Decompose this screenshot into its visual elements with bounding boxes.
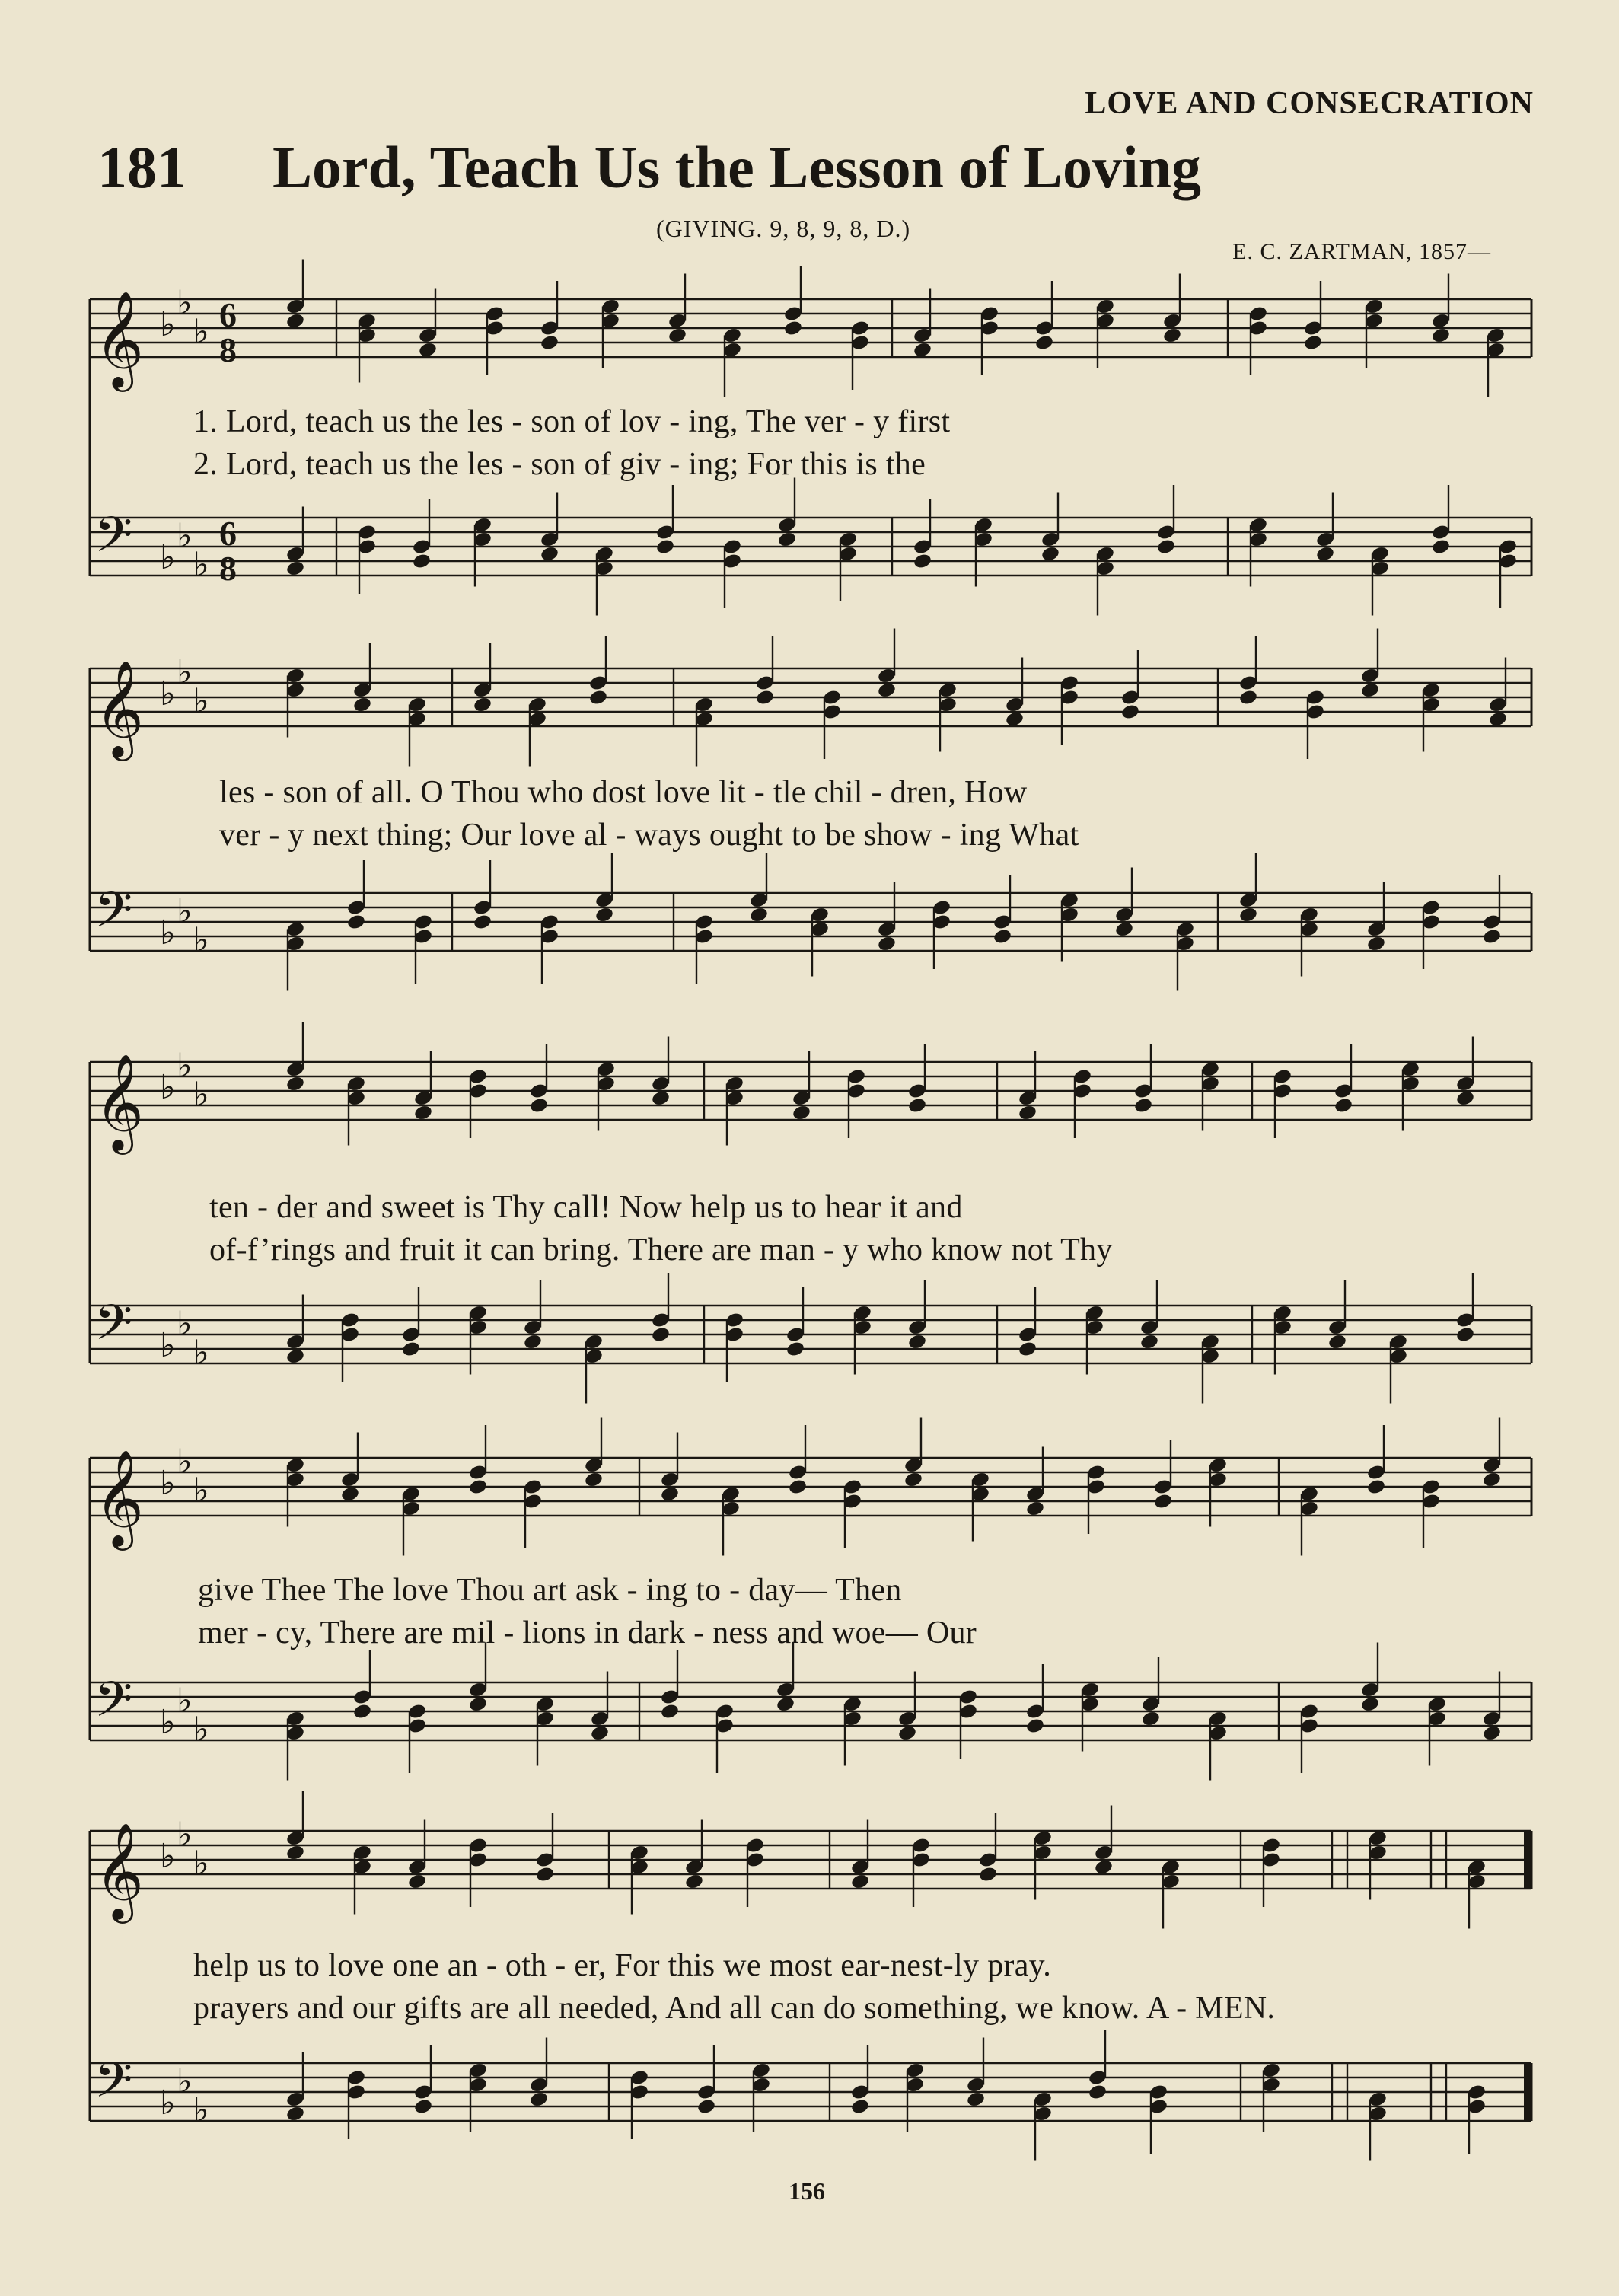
note-head — [285, 1075, 305, 1092]
note-head — [1366, 1478, 1386, 1496]
note-head — [1114, 920, 1134, 938]
note-head — [913, 553, 932, 570]
treble-clef: 𝄞 — [94, 659, 145, 757]
note-head — [1141, 1710, 1161, 1727]
note-head — [1088, 2084, 1107, 2101]
note-head — [907, 1097, 927, 1115]
time-signature-bottom: 8 — [219, 330, 237, 369]
note-head — [352, 696, 372, 713]
note-head — [755, 689, 775, 706]
note-head — [1018, 1341, 1037, 1358]
note-head — [540, 545, 559, 563]
note-head — [418, 341, 438, 359]
treble-clef: 𝄞 — [94, 1822, 145, 1919]
note-head — [660, 1485, 680, 1503]
note-head — [1025, 1500, 1045, 1517]
flat-sign: ♭ — [177, 1681, 193, 1720]
note-head — [1041, 545, 1060, 563]
bass-clef: 𝄢 — [94, 507, 133, 576]
note-head — [407, 1873, 427, 1890]
note-head — [1025, 1717, 1045, 1735]
note-head — [1360, 1695, 1380, 1713]
note-head — [285, 1844, 305, 1861]
lyric-line-2-verse-1: les - son of all. O Thou who dost love lit - tle chil - dren, How — [219, 775, 1028, 810]
bass-clef: 𝄢 — [94, 2052, 133, 2121]
treble-clef: 𝄞 — [94, 1053, 145, 1150]
note-head — [904, 1471, 923, 1488]
bass-clef: 𝄢 — [94, 1672, 133, 1740]
flat-sign: ♭ — [160, 538, 176, 577]
note-head — [1482, 1471, 1502, 1488]
flat-sign: ♭ — [160, 2084, 176, 2122]
note-head — [1018, 1104, 1037, 1121]
note-head — [897, 1724, 917, 1742]
note-head — [655, 538, 675, 556]
note-head — [285, 560, 305, 577]
note-head — [523, 1333, 543, 1350]
note-head — [1156, 538, 1176, 556]
flat-sign: ♭ — [160, 305, 176, 344]
note-head — [792, 1104, 811, 1121]
lyric-line-1-verse-1: 1. Lord, teach us the les - son of lov - ing, The ver - y first — [193, 404, 951, 439]
treble-clef: 𝄞 — [94, 1449, 145, 1546]
flat-sign: ♭ — [160, 1068, 176, 1107]
flat-sign: ♭ — [193, 1471, 209, 1510]
lyric-line-5-verse-1: help us to love one an - oth - er, For this we most ear-nest-ly pray. — [193, 1948, 1052, 1983]
note-head — [777, 531, 797, 548]
note-head — [285, 1347, 305, 1365]
flat-sign: ♭ — [177, 1442, 193, 1481]
flat-sign: ♭ — [160, 1326, 176, 1365]
flat-sign: ♭ — [193, 1075, 209, 1115]
note-head — [660, 1703, 680, 1720]
note-head — [412, 553, 432, 570]
note-head — [877, 935, 897, 952]
hymn-number: 181 — [97, 134, 186, 200]
lyric-line-3-verse-1: ten - der and sweet is Thy call! Now help us to hear it and — [209, 1190, 963, 1225]
note-head — [588, 689, 608, 706]
flat-sign: ♭ — [177, 652, 193, 692]
note-head — [907, 1333, 927, 1350]
note-head — [1327, 1333, 1347, 1350]
flat-sign: ♭ — [177, 1304, 193, 1344]
lyric-line-1-verse-2: 2. Lord, teach us the les - son of giv - ing; For this is the — [193, 447, 926, 482]
flat-sign: ♭ — [177, 1815, 193, 1854]
lyric-line-2-verse-2: ver - y next thing; Our love al - ways ought to be show - ing What — [219, 818, 1079, 853]
note-head — [1455, 1089, 1475, 1107]
note-head — [1488, 710, 1508, 728]
note-head — [877, 681, 897, 699]
note-head — [1366, 935, 1386, 952]
note-head — [978, 1866, 998, 1883]
flat-sign: ♭ — [177, 283, 193, 323]
section-header: LOVE AND CONSECRATION — [1085, 86, 1534, 121]
note-head — [788, 1478, 808, 1496]
note-head — [413, 1104, 433, 1121]
note-head — [684, 1873, 704, 1890]
note-head — [1238, 689, 1258, 706]
note-head — [1005, 710, 1025, 728]
flat-sign: ♭ — [177, 516, 193, 556]
flat-sign: ♭ — [177, 2062, 193, 2101]
note-head — [966, 2090, 986, 2108]
lyric-line-4-verse-2: mer - cy, There are mil - lions in dark - ness and woe— Our — [198, 1615, 977, 1650]
note-head — [1238, 906, 1258, 923]
author-credit: E. C. ZARTMAN, 1857— — [1232, 239, 1491, 264]
bass-clef: 𝄢 — [94, 1295, 133, 1363]
note-head — [651, 1326, 671, 1344]
flat-sign: ♭ — [160, 914, 176, 952]
flat-sign: ♭ — [193, 920, 209, 960]
flat-sign: ♭ — [193, 545, 209, 585]
note-head — [776, 1695, 795, 1713]
note-head — [529, 1097, 549, 1115]
note-head — [1334, 1097, 1353, 1115]
note-head — [413, 2098, 433, 2116]
note-head — [1133, 1097, 1153, 1115]
time-signature-bottom: 8 — [219, 549, 237, 588]
note-head — [651, 1089, 671, 1107]
flat-sign: ♭ — [193, 1333, 209, 1373]
note-head — [1094, 1858, 1114, 1876]
note-head — [1482, 928, 1502, 946]
note-head — [993, 928, 1012, 946]
note-head — [786, 1341, 805, 1358]
note-head — [346, 914, 366, 931]
lyric-line-5-verse-2: prayers and our gifts are all needed, And all can do something, we know. A - MEN. — [193, 1991, 1276, 2026]
note-head — [529, 2090, 549, 2108]
note-head — [1120, 703, 1140, 721]
note-head — [1303, 334, 1323, 352]
flat-sign: ♭ — [160, 1464, 176, 1503]
note-head — [1360, 681, 1380, 699]
note-head — [473, 914, 492, 931]
flat-sign: ♭ — [193, 681, 209, 721]
flat-sign: ♭ — [193, 2090, 209, 2130]
note-head — [850, 2098, 870, 2116]
note-head — [468, 1478, 488, 1496]
note-head — [696, 2098, 716, 2116]
lyric-line-3-verse-2: of-f’rings and fruit it can bring. There are man - y who know not Thy — [209, 1233, 1113, 1268]
note-head — [468, 1695, 488, 1713]
flat-sign: ♭ — [160, 1703, 176, 1742]
note-head — [340, 1485, 360, 1503]
note-head — [352, 1703, 372, 1720]
flat-sign: ♭ — [193, 312, 209, 352]
flat-sign: ♭ — [193, 1844, 209, 1883]
note-head — [850, 1873, 870, 1890]
note-head — [535, 1866, 555, 1883]
bass-clef: 𝄢 — [94, 882, 133, 951]
hymn-title: Lord, Teach Us the Lesson of Loving — [272, 134, 1202, 200]
note-head — [285, 312, 305, 330]
final-barline — [1524, 2063, 1531, 2121]
note-head — [1455, 1326, 1475, 1344]
final-barline — [1524, 1831, 1531, 1889]
lyric-line-4-verse-1: give Thee The love Thou art ask - ing to - day— Then — [198, 1573, 902, 1608]
note-head — [584, 1471, 604, 1488]
flat-sign: ♭ — [193, 1710, 209, 1749]
note-head — [401, 1341, 421, 1358]
flat-sign: ♭ — [177, 891, 193, 931]
note-head — [1034, 334, 1054, 352]
note-head — [668, 327, 687, 344]
flat-sign: ♭ — [160, 1837, 176, 1876]
note-head — [783, 320, 803, 337]
note-head — [590, 1724, 610, 1742]
note-head — [1431, 327, 1451, 344]
note-head — [913, 341, 932, 359]
note-head — [473, 696, 492, 713]
note-head — [1139, 1333, 1159, 1350]
note-head — [1153, 1493, 1173, 1510]
note-head — [285, 2105, 305, 2122]
note-head — [540, 334, 559, 352]
flat-sign: ♭ — [177, 1046, 193, 1086]
flat-sign: ♭ — [160, 674, 176, 713]
time-signature-top: 6 — [219, 514, 237, 553]
note-head — [1482, 1724, 1502, 1742]
note-head — [1162, 327, 1182, 344]
note-head — [1431, 538, 1451, 556]
note-head — [594, 906, 614, 923]
treble-clef: 𝄞 — [94, 290, 145, 387]
note-head — [749, 906, 769, 923]
page-number: 156 — [789, 2177, 825, 2205]
tune-info: (GIVING. 9, 8, 9, 8, D.) — [656, 215, 911, 242]
note-head — [1315, 545, 1335, 563]
time-signature-top: 6 — [219, 295, 237, 334]
